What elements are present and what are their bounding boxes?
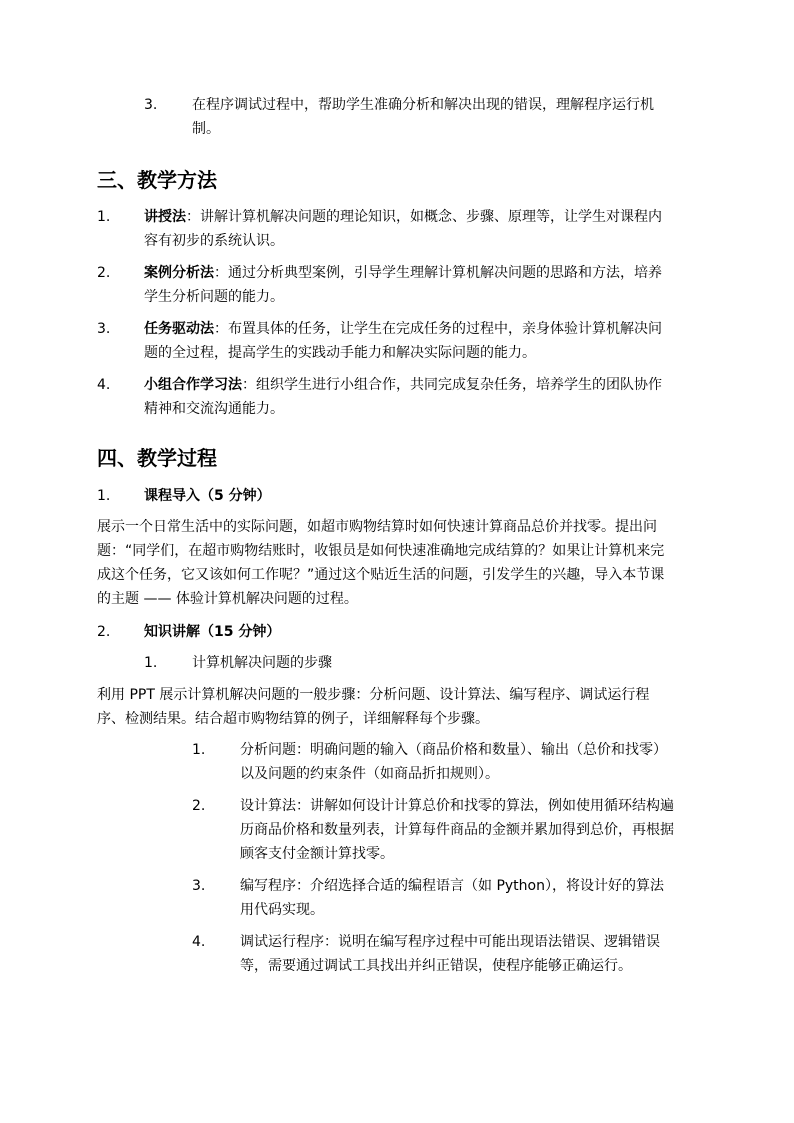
method-term: 小组合作学习法 <box>144 377 242 393</box>
list-item-text <box>144 375 662 395</box>
sub-step-title: 计算机解决问题的步骤 <box>192 655 332 671</box>
list-number: 4. <box>97 377 111 393</box>
list-number: 2. <box>97 265 111 281</box>
list-number: 2. <box>192 798 206 814</box>
list-item-text: 分析问题：明确问题的输入（商品价格和数量）、输出（总价和找零） <box>240 742 667 758</box>
method-description: ：布置具体的任务，让学生在完成任务的过程中，亲身体验计算机解决问 <box>214 321 662 337</box>
method-term: 讲授法 <box>144 209 186 225</box>
list-item-text <box>144 263 662 283</box>
list-number: 1. <box>144 655 158 671</box>
list-item-text <box>144 207 662 227</box>
paragraph-line: 题：“同学们，在超市购物结账时，收银员是如何快速准确地完成结算的？如果让计算机来完 <box>97 543 665 559</box>
list-item-text: 顾客支付金额计算找零。 <box>240 846 394 862</box>
method-description: ：组织学生进行小组合作，共同完成复杂任务，培养学生的团队协作 <box>242 377 662 393</box>
list-item-text: 用代码实现。 <box>240 902 324 918</box>
list-item-text: 历商品价格和数量列表，计算每件商品的金额并累加得到总价，再根据 <box>240 822 674 838</box>
method-term: 任务驱动法 <box>144 321 214 337</box>
list-number: 3. <box>144 97 158 113</box>
list-number: 2. <box>97 624 111 640</box>
list-item-text: 制。 <box>192 121 220 137</box>
list-item-text: 在程序调试过程中，帮助学生准确分析和解决出现的错误，理解程序运行机 <box>192 97 654 113</box>
list-item-text: 调试运行程序：说明在编写程序过程中可能出现语法错误、逻辑错误 <box>240 934 660 950</box>
list-item-text: 编写程序：介绍选择合适的编程语言（如 Python），将设计好的算法 <box>240 878 664 894</box>
method-description: ：通过分析典型案例，引导学生理解计算机解决问题的思路和方法，培养 <box>214 265 662 281</box>
step-title: 课程导入（5 分钟） <box>144 488 271 504</box>
list-item-text: 学生分析问题的能力。 <box>144 289 284 305</box>
paragraph-line: 序、检测结果。结合超市购物结算的例子，详细解释每个步骤。 <box>97 711 489 727</box>
paragraph-line: 利用 PPT 展示计算机解决问题的一般步骤：分析问题、设计算法、编写程序、调试运行程 <box>97 687 650 703</box>
list-item-text: 以及问题的约束条件（如商品折扣规则）。 <box>240 766 499 782</box>
list-number: 1. <box>192 742 206 758</box>
list-item-text <box>144 319 662 339</box>
method-term: 案例分析法 <box>144 265 214 281</box>
paragraph-line: 的主题 —— 体验计算机解决问题的过程。 <box>97 591 358 607</box>
list-number: 1. <box>97 488 111 504</box>
list-item-text: 等，需要通过调试工具找出并纠正错误，使程序能够正确运行。 <box>240 958 632 974</box>
list-number: 1. <box>97 209 111 225</box>
list-number: 3. <box>97 321 111 337</box>
list-number: 3. <box>192 878 206 894</box>
step-title: 知识讲解（15 分钟） <box>144 624 281 640</box>
list-item-text: 精神和交流沟通能力。 <box>144 401 284 417</box>
section-heading: 四、教学过程 <box>97 446 217 470</box>
list-item-text: 题的全过程，提高学生的实践动手能力和解决实际问题的能力。 <box>144 345 536 361</box>
section-heading: 三、教学方法 <box>97 168 217 192</box>
list-number: 4. <box>192 934 206 950</box>
method-description: ：讲解计算机解决问题的理论知识，如概念、步骤、原理等，让学生对课程内 <box>186 209 662 225</box>
paragraph-line: 展示一个日常生活中的实际问题，如超市购物结算时如何快速计算商品总价并找零。提出问 <box>97 519 657 535</box>
paragraph-line: 成这个任务，它又该如何工作呢？”通过这个贴近生活的问题，引发学生的兴趣，导入本节课 <box>97 567 665 583</box>
list-item-text: 容有初步的系统认识。 <box>144 233 284 249</box>
list-item-text: 设计算法：讲解如何设计计算总价和找零的算法，例如使用循环结构遍 <box>240 798 674 814</box>
